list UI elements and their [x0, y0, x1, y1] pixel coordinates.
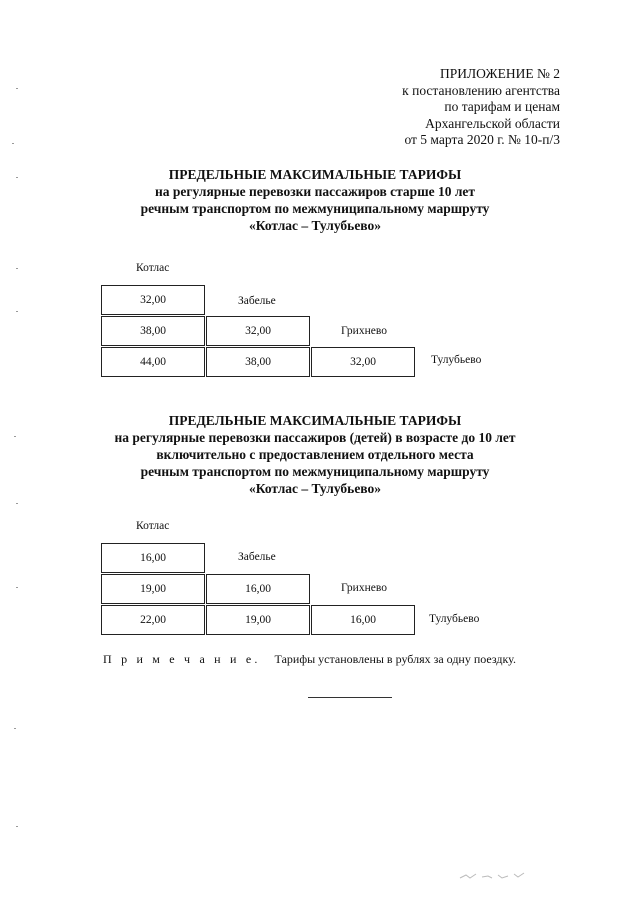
note-label: П р и м е ч а н и е.	[103, 652, 261, 666]
section2-title: ПРЕДЕЛЬНЫЕ МАКСИМАЛЬНЫЕ ТАРИФЫ	[168, 413, 462, 428]
scan-speck	[12, 143, 14, 144]
appendix-ref-line: по тарифам и ценам	[444, 99, 560, 114]
section2-subtitle: на регулярные перевозки пассажиров (детей) в возрасте до 10 лет	[114, 430, 516, 445]
tariff-cell: 32,00	[311, 347, 415, 377]
station-label: Грихнево	[341, 582, 387, 594]
tariff-cell: 38,00	[206, 347, 310, 377]
section1-heading	[90, 166, 540, 234]
station-label: Тулубьево	[429, 613, 480, 625]
tariff-cell: 16,00	[101, 543, 205, 573]
scan-speck	[16, 268, 18, 269]
scan-speck	[16, 311, 18, 312]
appendix-ref-line: к постановлению агентства	[402, 82, 560, 98]
station-label: Тулубьево	[431, 354, 482, 366]
section2-subtitle: включительно с предоставлением отдельного места	[156, 447, 474, 462]
station-label: Грихнево	[341, 325, 387, 337]
appendix-ref-line: Архангельской области	[425, 115, 560, 131]
section2-heading	[90, 412, 540, 497]
scan-speck	[14, 728, 16, 729]
tariff-cell: 19,00	[206, 605, 310, 635]
section2-subtitle: речным транспортом по межмуниципальному маршруту	[140, 464, 490, 479]
tariff-cell: 38,00	[101, 316, 205, 346]
station-label: Забелье	[238, 551, 276, 563]
appendix-header	[360, 66, 560, 149]
tariff-cell: 44,00	[101, 347, 205, 377]
scan-speck	[16, 826, 18, 827]
tariff-cell: 16,00	[206, 574, 310, 604]
station-label: Забелье	[238, 295, 276, 307]
scan-speck	[16, 503, 18, 504]
faint-scan-mark	[458, 866, 528, 884]
section1-subtitle: речным транспортом по межмуниципальному маршруту	[140, 201, 490, 216]
note-text: Тарифы установлены в рублях за одну поездку.	[274, 652, 516, 666]
scan-speck	[16, 88, 18, 89]
station-label: Котлас	[136, 262, 170, 274]
section2-route: «Котлас – Тулубьево»	[248, 481, 382, 496]
tariff-cell: 32,00	[101, 285, 205, 315]
tariff-cell: 16,00	[311, 605, 415, 635]
closing-rule	[308, 697, 392, 698]
section1-route: «Котлас – Тулубьево»	[248, 218, 382, 233]
note	[103, 652, 516, 667]
scan-speck	[14, 436, 16, 437]
section1-title: ПРЕДЕЛЬНЫЕ МАКСИМАЛЬНЫЕ ТАРИФЫ	[168, 167, 462, 182]
tariff-cell: 19,00	[101, 574, 205, 604]
section1-subtitle: на регулярные перевозки пассажиров старше 10 лет	[154, 184, 476, 199]
tariff-cell: 32,00	[206, 316, 310, 346]
scan-speck	[16, 587, 18, 588]
tariff-cell: 22,00	[101, 605, 205, 635]
station-label: Котлас	[136, 520, 170, 532]
appendix-date-line: от 5 марта 2020 г. № 10-п/3	[404, 132, 560, 147]
scan-speck	[16, 177, 18, 178]
appendix-number: ПРИЛОЖЕНИЕ № 2	[439, 66, 560, 81]
